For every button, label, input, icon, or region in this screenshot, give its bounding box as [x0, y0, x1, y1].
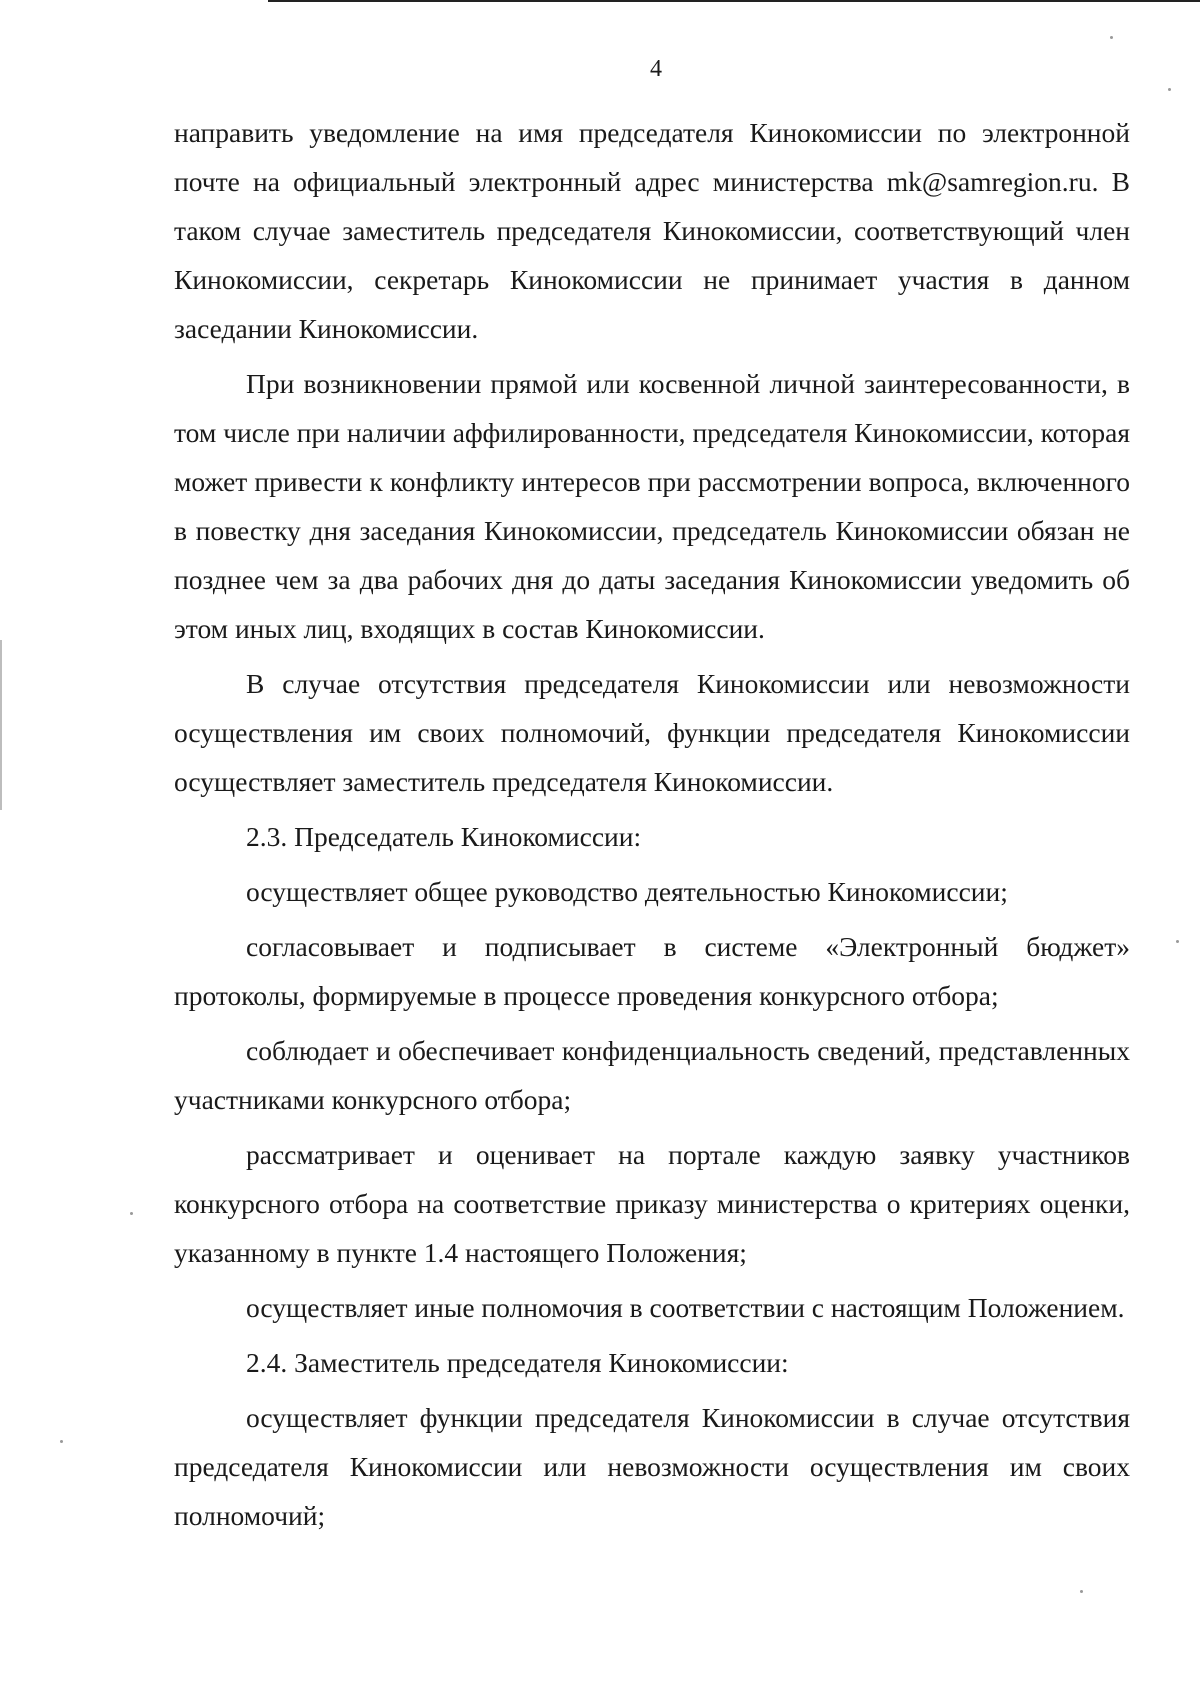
scan-speck	[1110, 36, 1113, 39]
scan-speck	[130, 1212, 133, 1215]
chair-duty-sign-protocols: согласовывает и подписывает в системе «Электронный бюджет» протоколы, формируемые в процессе проведения конкурсного отбора;	[174, 931, 1130, 1011]
scan-left-edge-mark	[0, 640, 2, 810]
scan-speck	[60, 1440, 63, 1443]
chair-duty-other-powers: осуществляет иные полномочия в соответствии с настоящим Положением.	[246, 1292, 1125, 1323]
paragraph-chair-absence: В случае отсутствия председателя Кинокомиссии или невозможности осуществления им своих полномочий, функции председателя Кинокомиссии осуществляет заместитель председателя Кинокомиссии.	[174, 668, 1130, 797]
section-heading-2-4: 2.4. Заместитель председателя Кинокомиссии:	[246, 1347, 789, 1378]
document-body	[174, 108, 1130, 1546]
chair-duty-confidentiality: соблюдает и обеспечивает конфиденциальность сведений, представленных участниками конкурсного отбора;	[174, 1035, 1130, 1115]
scan-top-border	[268, 0, 1200, 2]
paragraph-notification-continuation: направить уведомление на имя председателя Кинокомиссии по электронной почте на официальный электронный адрес министерства mk@samregion.ru. В таком случае заместитель председателя Кинокомиссии, соответствующий член Кинокомиссии, секретарь Кинокомиссии не принимает участия в данном заседании Кинокомиссии.	[174, 117, 1130, 344]
page-number: 4	[650, 56, 662, 82]
chair-duty-evaluate-applications: рассматривает и оценивает на портале каждую заявку участников конкурсного отбора на соответствие приказу министерства о критериях оценки, указанному в пункте 1.4 настоящего Положения;	[174, 1139, 1130, 1268]
scan-speck	[1176, 940, 1179, 943]
deputy-duty-acting-chair: осуществляет функции председателя Кинокомиссии в случае отсутствия председателя Кинокомиссии или невозможности осуществления им своих полномочий;	[174, 1402, 1130, 1531]
paragraph-conflict-of-interest: При возникновении прямой или косвенной личной заинтересованности, в том числе при наличии аффилированности, председателя Кинокомиссии, которая может привести к конфликту интересов при рассмотрении вопроса, включенного в повестку дня заседания Кинокомиссии, председатель Кинокомиссии обязан не позднее чем за два рабочих дня до даты заседания Кинокомиссии уведомить об этом иных лиц, входящих в состав Кинокомиссии.	[174, 368, 1130, 644]
scan-speck	[1080, 1590, 1083, 1593]
section-heading-2-3: 2.3. Председатель Кинокомиссии:	[246, 821, 642, 852]
chair-duty-general-management: осуществляет общее руководство деятельностью Кинокомиссии;	[246, 876, 1008, 907]
scan-speck	[1168, 88, 1171, 91]
